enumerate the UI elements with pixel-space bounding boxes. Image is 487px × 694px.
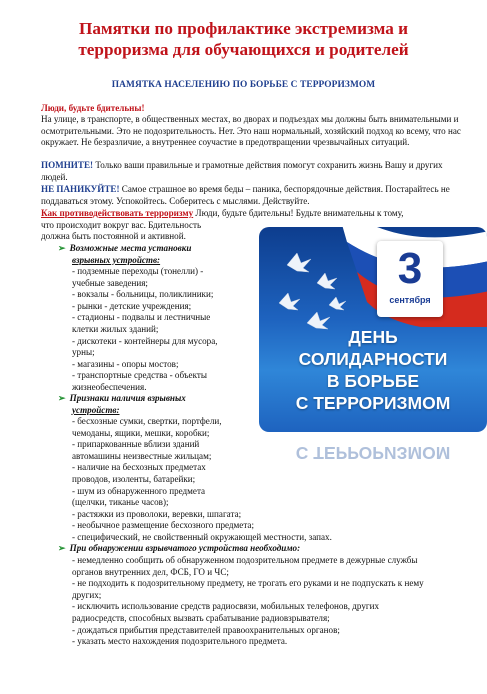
section-signs-heading: ➢ Признаки наличия взрывных устройств: — [58, 393, 186, 415]
list-item: - не подходить к подозрительному предмету, не трогать его руками и не подпускать к нему других; — [72, 578, 424, 600]
poster-line-1: ДЕНЬ — [348, 327, 398, 347]
intro-paragraph: На улице, в транспорте, в общественных местах, во дворах и подъездах мы должны быть внимательными и осмотрительными. Это не подозрительность. Нет. Это наш нормальный, хозяйский подход ко всему, что нас окружает. Не безразличие, а внутреннее соучастие в предотвращении чрезвычайных ситуаций. — [41, 114, 461, 148]
poster-line-2: СОЛИДАРНОСТИ — [298, 349, 448, 369]
list-item: - растяжки из проволоки, веревки, шпагата; — [72, 508, 242, 519]
counter-link[interactable]: Как противодействовать терроризму — [41, 208, 194, 218]
memo-subtitle: ПАМЯТКА НАСЕЛЕНИЮ ПО БОРЬБЕ С ТЕРРОРИЗМОМ — [111, 80, 376, 90]
list-item: автомашины неизвестные жильцам; — [72, 450, 212, 461]
list-item: - рынки - детские учреждения; — [72, 300, 192, 311]
list-item: - наличие на бесхозных предметах — [72, 462, 206, 473]
intro-heading: Люди, будьте бдительны! — [41, 103, 145, 113]
list-item: - дождаться прибытия представителей правоохранительных органов; — [72, 624, 340, 635]
list-item: проводов, изоленты, батарейки; — [72, 473, 196, 484]
list-item: - дискотеки - контейнеры для мусора, — [72, 335, 218, 346]
remember-text: Только ваши правильные и грамотные действия помогут сохранить жизнь Вашу и других людей. — [41, 160, 443, 182]
list-item: клетки жилых зданий; — [72, 323, 159, 334]
reflection-text: С ТЕРРОРИЗМОМ — [295, 443, 451, 463]
poster-reflection — [259, 434, 487, 479]
section-places-list — [72, 266, 257, 394]
date-card — [377, 241, 443, 317]
panic-text: Самое страшное во время беды – паника, беспорядочные действия. Постарайтесь не поддаваться этому. Успокойтесь. Соберитесь с мыслями. Действуйте. — [41, 184, 450, 206]
list-item: (щелчки, тиканье часов); — [72, 497, 169, 508]
poster-line-3: В БОРЬБЕ — [326, 371, 420, 391]
solidarity-day-poster — [259, 227, 487, 432]
counter-line-3: должна быть постоянной и активной. — [41, 231, 186, 241]
panic-label: НЕ ПАНИКУЙТЕ! — [41, 184, 120, 194]
section-places-heading: ➢ Возможные места установки взрывных устройств: — [58, 243, 192, 265]
list-item: - подземные переходы (тонелли) - — [72, 266, 204, 276]
list-item: - немедленно сообщить об обнаруженном подозрительном предмете в дежурные службы органов внутренних дел, ФСБ, ГО и ЧС; — [72, 555, 418, 577]
date-day: 3 — [397, 244, 423, 293]
poster-line-4: С ТЕРРОРИЗМОМ — [295, 393, 451, 413]
list-item: - магазины - опоры мостов; — [72, 358, 179, 369]
list-item: учебные заведения; — [72, 277, 148, 288]
list-item: чемоданы, ящики, мешки, коробки; — [72, 427, 210, 438]
arrow-bullet-icon: ➢ — [58, 543, 66, 553]
list-item: - вокзалы - больницы, поликлиники; — [72, 289, 214, 300]
date-month: сентября — [389, 295, 431, 305]
counter-text: Люди, будьте бдительны! Будьте внимательны к тому, — [193, 208, 404, 218]
remember-label: ПОМНИТЕ! — [41, 160, 94, 170]
list-item: - необычное размещение бесхозного предмета; — [72, 520, 254, 531]
list-item: жизнеобеспечения. — [72, 381, 147, 392]
list-item: - бесхозные сумки, свертки, портфели, — [72, 416, 222, 426]
list-item: - транспортные средства - объекты — [72, 370, 207, 381]
section-actions-list — [72, 555, 424, 648]
page-title — [10, 18, 477, 60]
remember-paragraph — [41, 160, 463, 183]
section-actions-heading: ➢ При обнаружении взрывчатого устройства необходимо: — [58, 543, 301, 553]
counter-line-2: что происходит вокруг вас. Бдительность — [41, 220, 202, 230]
arrow-bullet-icon: ➢ — [58, 243, 66, 253]
arrow-bullet-icon: ➢ — [58, 393, 66, 403]
list-item: - указать место нахождения подозрительного предмета. — [72, 636, 288, 647]
list-item: - исключить использование средств радиосвязи, мобильных телефонов, других радиосредств, способных вызвать срабатывание радиовзрывателя; — [72, 601, 380, 623]
list-item: - стадионы - подвалы и лестничные — [72, 312, 211, 323]
title-line-2: терроризма для обучающихся и родителей — [78, 40, 409, 59]
panic-paragraph — [41, 184, 463, 207]
list-item: - припаркованные вблизи зданий — [72, 439, 200, 450]
list-item: урны; — [72, 347, 95, 358]
list-item: - специфический, не свойственный окружающей местности, запах. — [72, 531, 332, 542]
list-item: - шум из обнаруженного предмета — [72, 485, 206, 496]
title-line-1: Памятки по профилактике экстремизма и — [78, 19, 409, 38]
counter-paragraph — [41, 208, 463, 220]
